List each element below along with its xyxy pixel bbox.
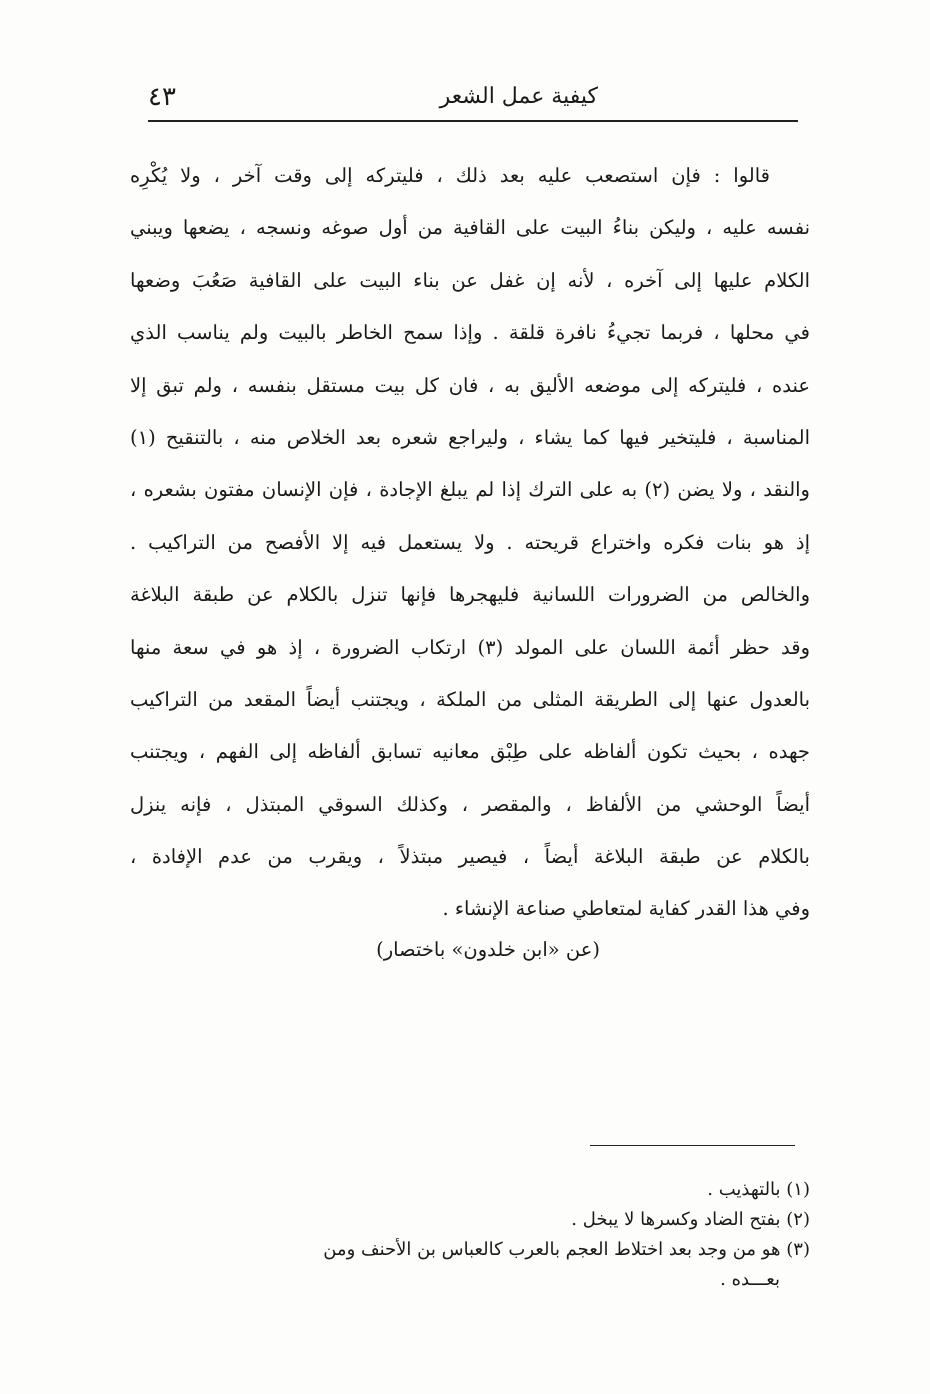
text-line: نفسه عليه ، وليكن بناءُ البيت على القافية من أول صوغه ونسجه ، يضعها ويبني bbox=[130, 216, 810, 240]
footnotes bbox=[120, 1175, 810, 1295]
text-line: أيضاً الوحشي من الألفاظ ، والمقصر ، وكذلك السوقي المبتذل ، فإنه ينزل bbox=[130, 792, 810, 816]
text-line: والخالص من الضرورات اللسانية فليهجرها فإنها تنزل بالكلام عن طبقة البلاغة bbox=[130, 583, 810, 607]
text-line: عنده ، فليتركه إلى موضعه الأليق به ، فان كل بيت مستقل بنفسه ، ولم تبق إلا bbox=[130, 373, 810, 397]
footnote-continuation: بعـــده . bbox=[720, 1269, 780, 1290]
source-attribution: (عن «ابن خلدون» باختصار) bbox=[376, 938, 600, 961]
text-line: المناسبة ، فليتخير فيها كما يشاء ، وليراجع شعره بعد الخلاص منه ، بالتنقيح (١) bbox=[130, 425, 810, 449]
text-line: قالوا : فإن استصعب عليه بعد ذلك ، فليتركه إلى وقت آخر ، ولا يُكْرِه bbox=[130, 164, 770, 187]
running-title: كيفية عمل الشعر bbox=[439, 84, 598, 109]
page-header bbox=[148, 74, 798, 122]
text-line: وقد حظر أئمة اللسان على المولد (٣) ارتكاب الضرورة ، إذ هو في سعة منها bbox=[130, 635, 810, 659]
text-line: إذ هو بنات فكره واختراع قريحته . ولا يستعمل فيه إلا الأفصح من التراكيب . bbox=[130, 530, 810, 554]
text-line: بالكلام عن طبقة البلاغة أيضاً ، فيصير مبتذلاً ، ويقرب من عدم الإفادة ، bbox=[130, 845, 810, 869]
footnote: (٢) بفتح الضاد وكسرها لا يبخل . bbox=[571, 1209, 810, 1230]
footnote: (٣) هو من وجد بعد اختلاط العجم بالعرب كالعباس بن الأحنف ومن bbox=[323, 1239, 810, 1260]
text-line: في محلها ، فربما تجيءُ نافرة قلقة . وإذا سمح الخاطر بالبيت ولم يناسب الذي bbox=[130, 321, 810, 345]
footnote: (١) بالتهذيب . bbox=[707, 1179, 810, 1200]
text-line: والنقد ، ولا يضن (٢) به على الترك إذا لم يبلغ الإجادة ، فإن الإنسان مفتون بشعره ، bbox=[130, 478, 810, 502]
text-line: بالعدول عنها إلى الطريقة المثلى من الملكة ، ويجتنب أيضاً المقعد من التراكيب bbox=[130, 687, 810, 711]
page-number: ٤٣ bbox=[148, 82, 176, 112]
text-line: الكلام عليها إلى آخره ، لأنه إن غفل عن بناء البيت على القافية صَعُبَ وضعها bbox=[130, 268, 810, 292]
text-line: وفي هذا القدر كفاية لمتعاطي صناعة الإنشاء . bbox=[442, 897, 810, 921]
text-line: جهده ، بحيث تكون ألفاظه على طِبْق معانيه تسابق ألفاظه إلى الفهم ، ويجتنب bbox=[130, 740, 810, 764]
footnote-divider bbox=[590, 1145, 795, 1146]
body-text bbox=[130, 150, 810, 936]
